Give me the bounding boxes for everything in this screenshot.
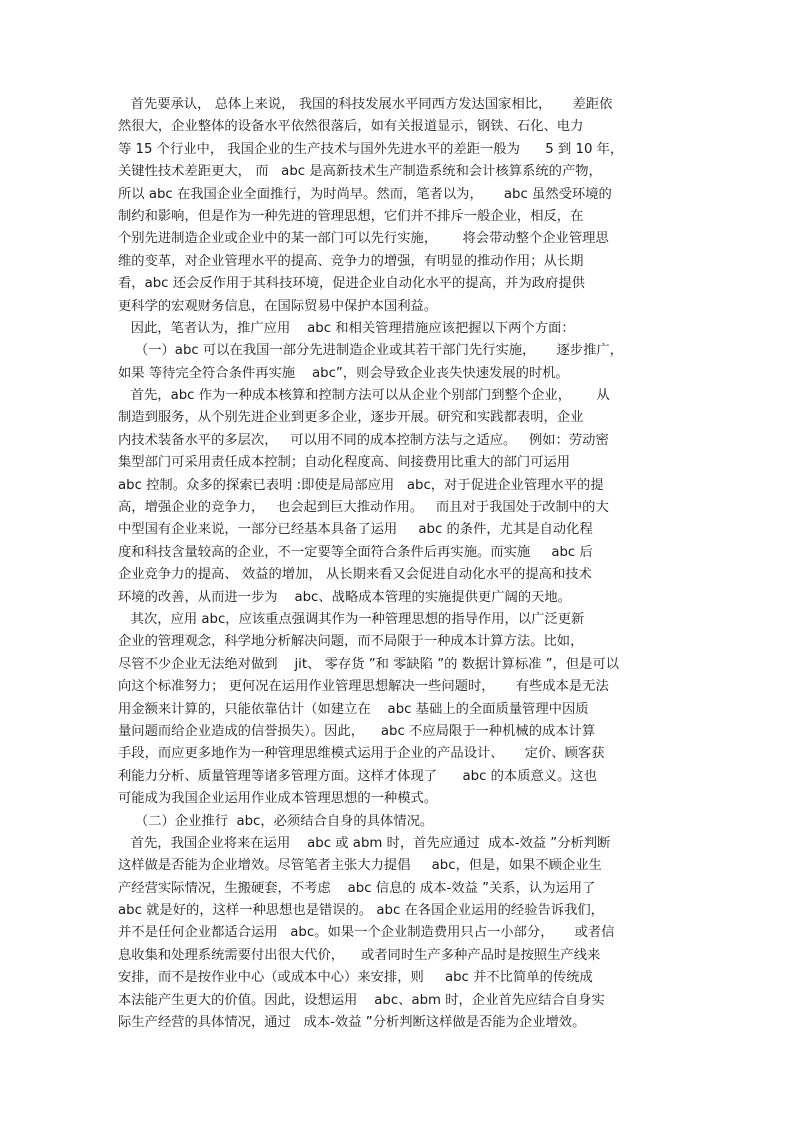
text-line: （二）企业推行 abc，必须结合自身的具体情况。 — [118, 813, 434, 829]
text-line: 因此，笔者认为，推广应用 abc 和相关管理措施应该把握以下两个方面： — [118, 320, 575, 336]
text-line: 尽管不少企业无法绝对做到 jit、 零存货 ”和 零缺陷 ”的 数据计算标准 ”，但是可以 — [118, 656, 620, 672]
text-line: 量问题而给企业造成的信誉损失）。因此， abc 不应局限于一种机械的成本计算 — [118, 723, 596, 739]
text-line: 产经营实际情况，生搬硬套，不考虑 abc 信息的 成本-效益 ”关系，认为运用了 — [118, 880, 596, 896]
text-line: abc 就是好的，这样一种思想也是错误的。 abc 在各国企业运用的经验告诉我们， — [118, 903, 604, 919]
text-line: 更科学的宏观财务信息，在国际贸易中保护本国利益。 — [118, 298, 438, 314]
text-line: 制造到服务，从个别先进企业到更多企业，逐步开展。研究和实践都表明，企业 — [118, 410, 584, 426]
text-line: 中型国有企业来说，一部分已经基本具备了运用 abc 的条件，尤其是自动化程 — [118, 522, 593, 538]
text-line: 首先，我国企业将来在运用 abc 或 abm 时，首先应通过 成本-效益 ”分析判断 — [118, 835, 611, 851]
text-line: 高，增强企业的竞争力， 也会起到巨大推动作用。 而且对于我国处于改制中的大 — [118, 500, 609, 516]
text-line: 度和科技含量较高的企业，不一定要等全面符合条件后再实施。而实施 abc 后 — [118, 544, 593, 560]
text-line: 首先，abc 作为一种成本核算和控制方法可以从企业个别部门到整个企业， 从 — [118, 388, 610, 404]
text-line: abc 控制。众多的探索已表明 :即使是局部应用 abc，对于促进企业管理水平的提 — [118, 477, 604, 493]
text-line: 企业竞争力的提高、 效益的增加， 从长期来看又会促进自动化水平的提高和技术 — [118, 567, 592, 583]
text-line: 用金额来计算的，只能依靠估计（如建立在 abc 基础上的全面质量管理中因质 — [118, 701, 589, 717]
text-line: 所以 abc 在我国企业全面推行，为时尚早。然而，笔者以为， abc 虽然受环境的 — [118, 186, 612, 202]
text-line: 集型部门可采用责任成本控制；自动化程度高、间接费用比重大的部门可运用 — [118, 455, 571, 471]
text-line: 然很大，企业整体的设备水平依然很落后，如有关报道显示，钢铁、石化、电力 — [118, 119, 584, 135]
text-line: 安排，而不是按作业中心（或成本中心）来安排，则 abc 并不比简单的传统成 — [118, 970, 593, 986]
text-line: 向这个标准努力； 更何况在运用作业管理思想解决一些问题时， 有些成本是无法 — [118, 679, 609, 695]
text-line: 其次，应用 abc，应该重点强调其作为一种管理思想的指导作用，以广泛更新 — [118, 611, 585, 627]
text-line: 制约和影响，但是作为一种先进的管理思想，它们并不排斥一般企业，相反，在 — [118, 208, 584, 224]
text-line: 利能力分析、质量管理等诸多管理方面。这样才体现了 abc 的本质意义。这也 — [118, 768, 597, 784]
text-line: 息收集和处理系统需要付出很大代价， 或者同时生产多种产品时是按照生产线来 — [118, 947, 601, 963]
text-line: 首先要承认， 总体上来说， 我国的科技发展水平同西方发达国家相比， 差距依 — [118, 97, 613, 112]
text-line: 本法能产生更大的价值。因此，设想运用 abc、abm 时，企业首先应结合自身实 — [118, 992, 605, 1008]
body-text — [118, 94, 678, 1034]
text-line: 企业的管理观念，科学地分析解决问题，而不局限于一种成本计算方法。比如， — [118, 634, 584, 650]
text-line: 维的变革，对企业管理水平的提高、竞争力的增强，有明显的推动作用；从长期 — [118, 253, 584, 269]
text-line: 如果 等待完全符合条件再实施 abc”，则会导致企业丧失快速发展的时机。 — [118, 365, 569, 381]
text-line: 手段，而应更多地作为一种管理思维模式运用于企业的产品设计、 定价、顾客获 — [118, 746, 605, 762]
text-line: 际生产经营的具体情况，通过 成本-效益 ”分析判断这样做是否能为企业增效。 — [118, 1015, 586, 1031]
text-line: 内技术装备水平的多层次， 可以用不同的成本控制方法与之适应。 例如：劳动密 — [118, 432, 609, 448]
text-line: 个别先进制造企业或企业中的某一部门可以先行实施， 将会带动整个企业管理思 — [118, 231, 609, 247]
text-line: 等 15 个行业中， 我国企业的生产技术与国外先进水平的差距一般为 5 到 10 年， — [118, 141, 624, 157]
text-line: （一）abc 可以在我国一部分先进制造企业或其若干部门先行实施， 逐步推广， — [118, 343, 623, 359]
text-line: 这样做是否能为企业增效。尽管笔者主张大力提倡 abc，但是，如果不顾企业生 — [118, 858, 602, 874]
text-line: 关键性技术差距更大， 而 abc 是高新技术生产制造系统和会计核算系统的产物， — [118, 164, 602, 180]
text-line: 看，abc 还会反作用于其科技环境，促进企业自动化水平的提高，并为政府提供 — [118, 276, 585, 292]
text-line: 可能成为我国企业运用作业成本管理思想的一种模式。 — [118, 791, 438, 807]
text-line: 环境的改善，从而进一步为 abc、战略成本管理的实施提供更广阔的天地。 — [118, 589, 572, 605]
text-line: 并不是任何企业都适合运用 abc。如果一个企业制造费用只占一小部分， 或者信 — [118, 925, 615, 941]
